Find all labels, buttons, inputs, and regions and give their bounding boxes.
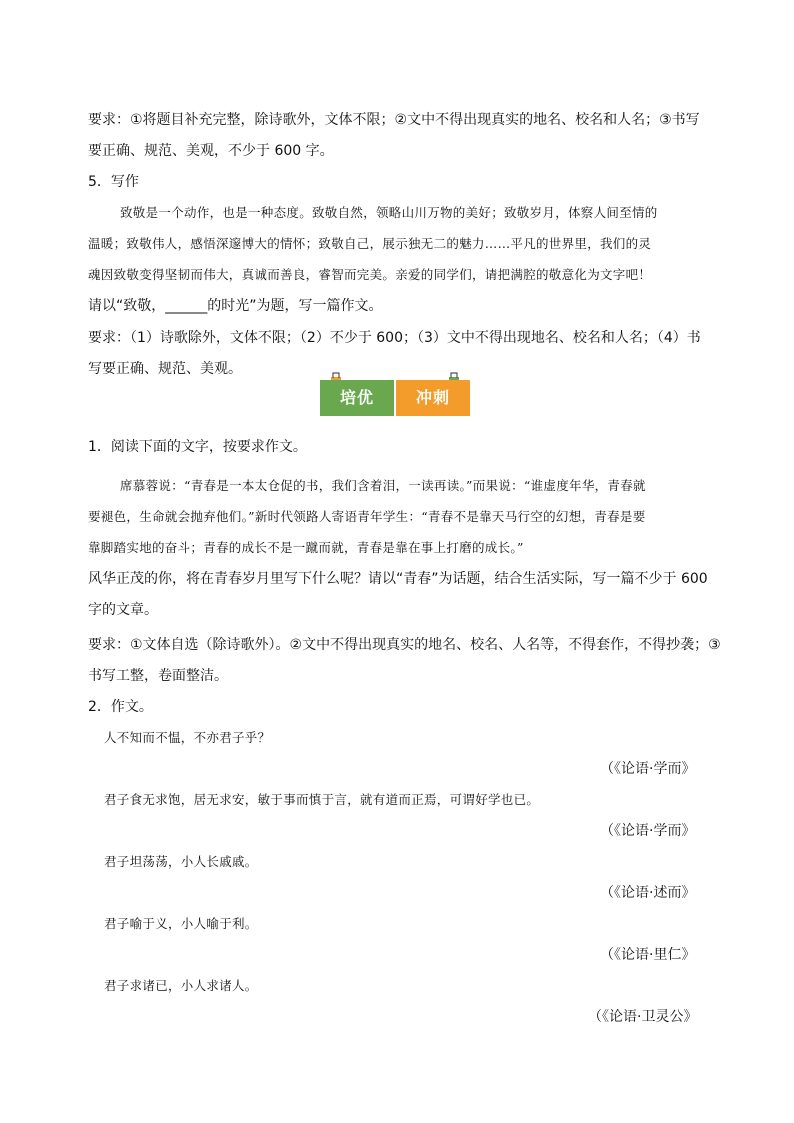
quote-text: 君子喻于义，小人喻于利。: [104, 916, 258, 931]
q5-paragraph-line-2: 温暖；致敬伟人，感悟深邃博大的情怀；致敬自己，展示独无二的魅力……平凡的世界里，我们的灵: [88, 236, 652, 251]
q5-requirement-line-1: 要求：（1）诗歌除外，文体不限；（2）不少于 600；（3）文中不得出现地名、校名和人名；（4）书: [88, 330, 701, 346]
section-banner: [320, 372, 470, 420]
quote-text: 人不知而不愠，不亦君子乎？: [104, 730, 271, 745]
quote-source: （《论语·学而》: [600, 761, 696, 777]
p1-paragraph-line-3: 靠脚踏实地的奋斗；青春的成长不是一蹴而就，青春是靠在事上打磨的成长。”: [88, 540, 524, 555]
q5-requirement-line-2: 写要正确、规范、美观。: [88, 361, 242, 377]
p1-heading: 1．阅读下面的文字，按要求作文。: [88, 439, 307, 455]
quote-text: 君子坦荡荡，小人长戚戚。: [104, 854, 258, 869]
p1-requirement-line-1: 要求：①文体自选（除诗歌外）。②文中不得出现真实的地名、校名、人名等，不得套作，不得抄袭；③: [88, 637, 721, 653]
banner-label-peiyou: 培优: [320, 380, 394, 416]
p1-prompt-line-2: 字的文章。: [88, 602, 158, 618]
quote-source: （《论语·卫灵公》: [588, 1009, 698, 1025]
q5-heading: 5．写作: [88, 174, 139, 190]
p1-requirement-line-2: 书写工整，卷面整洁。: [88, 668, 228, 684]
q4-requirement-line-2: 要正确、规范、美观，不少于 600 字。: [88, 143, 334, 159]
p2-heading: 2．作文。: [88, 699, 153, 715]
quote-source: （《论语·学而》: [600, 823, 696, 839]
banner-label-chongci: 冲刺: [396, 380, 470, 416]
q5-paragraph-line-1: 致敬是一个动作，也是一种态度。致敬自然，领略山川万物的美好；致敬岁月，体察人间至情的: [120, 205, 658, 220]
p1-paragraph-line-1: 席慕蓉说：“青春是一本太仓促的书，我们含着泪，一读再读。”而果说：“谁虚度年华，青春就: [120, 478, 646, 493]
q5-paragraph-line-3: 魂因致敬变得坚韧而伟大，真诚而善良，睿智而完美。亲爱的同学们，请把满腔的敬意化为文字吧！: [88, 267, 652, 282]
quote-source: （《论语·里仁》: [600, 947, 696, 963]
quote-text: 君子食无求饱，居无求安，敏于事而慎于言，就有道而正焉，可谓好学也已。: [104, 792, 540, 807]
quote-text: 君子求诸已，小人求诸人。: [104, 978, 258, 993]
p1-prompt-line-1: 风华正茂的你，将在青春岁月里写下什么呢？请以“青春”为话题，结合生活实际，写一篇不少于 600: [88, 571, 708, 587]
quote-source: （《论语·述而》: [600, 885, 696, 901]
q5-prompt: 请以“致敬，______的时光”为题，写一篇作文。: [88, 298, 383, 314]
q4-requirement-line-1: 要求：①将题目补充完整，除诗歌外，文体不限；②文中不得出现真实的地名、校名和人名；③书写: [88, 112, 700, 128]
p1-paragraph-line-2: 要褪色，生命就会抛弃他们。”新时代领路人寄语青年学生：“青春不是靠天马行空的幻想，青春是要: [88, 509, 646, 524]
